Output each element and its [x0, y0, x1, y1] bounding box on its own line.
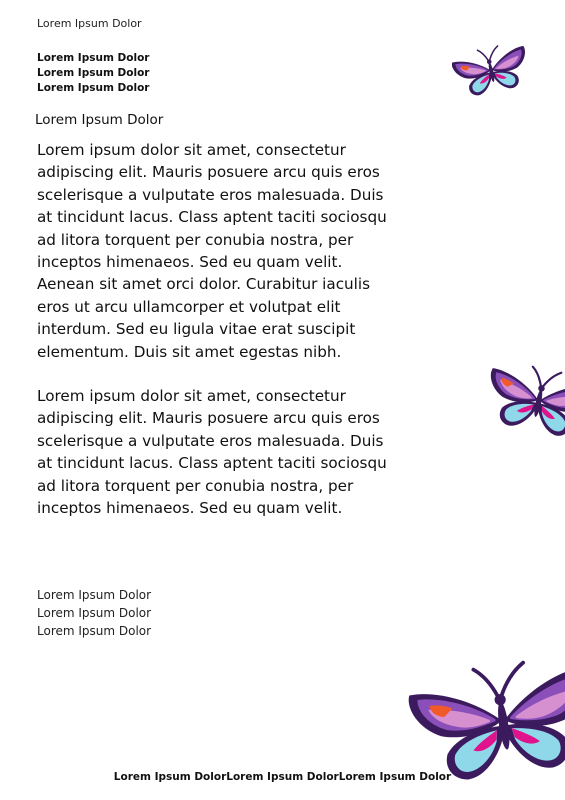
butterfly-icon	[484, 352, 565, 448]
bold-header-line: Lorem Ipsum Dolor	[37, 82, 150, 94]
letter-body	[37, 139, 402, 520]
bold-header-block	[37, 51, 149, 96]
butterfly-icon	[452, 36, 530, 104]
closing-line: Lorem Ipsum Dolor	[37, 606, 152, 620]
bold-header-line: Lorem Ipsum Dolor	[37, 67, 150, 79]
butterfly-icon	[408, 652, 565, 788]
bold-header-line: Lorem Ipsum Dolor	[37, 52, 150, 64]
closing-line: Lorem Ipsum Dolor	[37, 624, 152, 638]
closing-block	[37, 586, 151, 640]
header-text: Lorem Ipsum Dolor	[37, 17, 142, 30]
subheading: Lorem Ipsum Dolor	[35, 112, 164, 128]
body-paragraph: Lorem ipsum dolor sit amet, consectetur adipiscing elit. Mauris posuere arcu quis eros scelerisque a vulputate eros malesuada. Duis at tincidunt lacus. Class aptent taciti sociosqu ad litora torquent per conubia nostra, per inceptos himenaeos. Sed eu quam velit.	[37, 387, 387, 518]
footer-text: Lorem Ipsum DolorLorem Ipsum DolorLorem Ipsum Dolor	[113, 771, 452, 783]
closing-line: Lorem Ipsum Dolor	[37, 588, 152, 602]
body-paragraph: Lorem ipsum dolor sit amet, consectetur adipiscing elit. Mauris posuere arcu quis eros scelerisque a vulputate eros malesuada. Duis at tincidunt lacus. Class aptent taciti sociosqu ad litora torquent per conubia nostra, per inceptos himenaeos. Sed eu quam velit. Aenean sit amet orci dolor. Curabitur iaculis eros ut arcu ullamcorper et volutpat elit interdum. Sed eu ligula vitae erat suscipit elementum. Duis sit amet egestas nibh.	[37, 141, 387, 361]
